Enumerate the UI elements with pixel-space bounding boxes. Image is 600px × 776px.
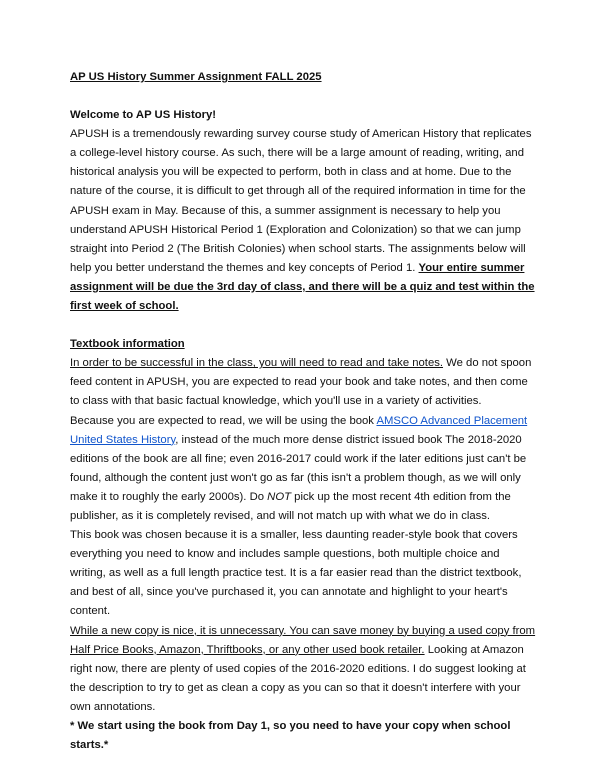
amsco-book-link[interactable]: AMSCO Advanced Placement United States History [70, 414, 528, 446]
welcome-paragraph [70, 125, 536, 316]
paragraph-text: pick up the most recent 4th edition from the publisher, as it is completely revised, and will not match up with what we do in class. [70, 490, 511, 522]
welcome-text: APUSH is a tremendously rewarding survey course study of American History that replicates a college-level history course. As such, there will be a large amount of reading, writing, and historical analysis you will be expected to perform, both in class and at home. Due to the nature of the course, it is difficult to get through all of the required information in time for the APUSH exam in May. Because of this, a summer assignment is necessary to help you understand APUSH Historical Period 1 (Exploration and Colonization) so that we can jump straight into Period 2 (The British Colonies) when school starts. The assignments below will help you better understand the themes and key concepts of Period 1. [70, 128, 532, 274]
paragraph-text: We do not spoon feed content in APUSH, you are expected to read your book and take notes, and then come to class with that basic factual knowledge, which you'll use in a variety of activities. [70, 357, 532, 408]
textbook-paragraph-2 [70, 412, 536, 527]
paragraph-text: Because you are expected to read, we will be using the book [70, 414, 377, 427]
day-one-notice: * We start using the book from Day 1, so you need to have your copy when school starts.* [70, 720, 511, 752]
textbook-heading: Textbook information [70, 338, 185, 351]
document-title: AP US History Summer Assignment FALL 2025 [70, 71, 322, 83]
emphasis-not: NOT [267, 490, 292, 503]
document-page [70, 68, 536, 755]
spacer [70, 87, 536, 106]
paragraph-text: Looking at Amazon right now, there are plenty of used copies of the 2016-2020 editions. I do suggest looking at the description to try to get as clean a copy as you can so that it doesn't interfere with your own annotations. [70, 643, 526, 713]
textbook-paragraph-1 [70, 354, 536, 411]
textbook-paragraph-3: This book was chosen because it is a smaller, less daunting reader-style book that covers everything you need to know and includes sample questions, both multiple choice and writing, as well as a full length practice test. It is a far easier read than the district textbook, and best of all, since you've purchased it, you can annotate and highlight to your heart's content. [70, 529, 522, 618]
used-copy-note: While a new copy is nice, it is unnecessary. You can save money by buying a used copy from Half Price Books, Amazon, Thriftbooks, or any other used book retailer. [70, 624, 536, 656]
paragraph-text: , instead of the much more dense district issued book The 2018-2020 editions of the book are all fine; even 2016-2017 could work if the later editions just can't be found, although the content just won't go as far (this isn't a problem though, as we will only make it to roughly the early 2000s). Do [70, 433, 527, 503]
welcome-heading: Welcome to AP US History! [70, 109, 217, 122]
read-notes-requirement: In order to be successful in the class, you will need to read and take notes. [70, 357, 444, 370]
spacer [70, 316, 536, 335]
due-notice: Your entire summer assignment will be due the 3rd day of class, and there will be a quiz and test within the first week of school. [70, 261, 535, 313]
textbook-paragraph-4 [70, 622, 536, 717]
